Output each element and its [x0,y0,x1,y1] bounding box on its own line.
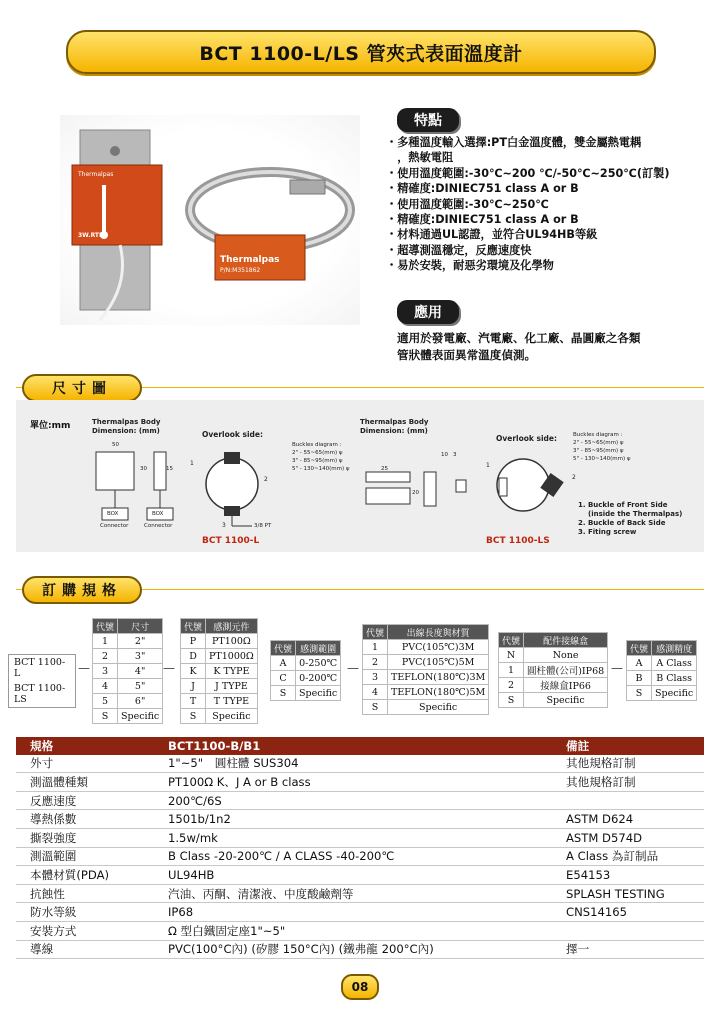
features-heading [397,108,459,132]
table-row [499,693,608,708]
option-code: 1 [363,640,388,655]
spec-label: 測溫體種類 [16,773,154,792]
option-code: 2 [93,649,118,664]
dim-30: 30 [140,466,147,472]
spec-value: PVC(100°C內) (矽膠 150°C內) (鐵弗龍 200°C內) [154,940,552,959]
spec-note: CNS14165 [552,903,704,922]
table-row [271,671,341,686]
dimensions-heading [22,374,142,402]
dim-overlook-right: Overlook side: [496,434,558,443]
table-row [93,679,163,694]
photo-label-brand: Thermalpas [220,255,280,265]
spec-value: B Class -20-200℃ / A CLASS -40-200℃ [154,847,552,866]
option-value: J TYPE [206,679,258,694]
spec-note: E54153 [552,866,704,885]
cable-grid [362,624,489,715]
dash-2: — [163,661,175,675]
dash-4: — [611,661,623,675]
buckles-right-1: Buckles diagram : [573,432,623,438]
table-row [181,664,258,679]
legend-3: 3. Fiting screw [578,528,637,536]
table-row [93,664,163,679]
option-value: Specific [296,686,341,701]
option-code: S [499,693,524,708]
buckles-left-2: 2" - 55~65(mm) ψ [292,450,343,456]
table-row [93,694,163,709]
applications-text [397,330,697,364]
option-value: PVC(105℃)5M [388,655,489,670]
spec-value: Ω 型白鐵固定座1"~5" [154,921,552,940]
column-header: 代號 [271,641,296,656]
page-number-label: 08 [351,980,369,994]
option-code: 4 [93,679,118,694]
option-value: B Class [652,671,697,686]
sensor-table [180,618,258,724]
callout-1-left: 1 [190,460,194,467]
option-code: S [271,686,296,701]
spec-note: 擇一 [552,940,704,959]
spec-note: 其他規格訂制 [552,755,704,773]
spec-row [16,884,704,903]
spec-value: 1.5w/mk [154,828,552,847]
spec-row [16,866,704,885]
dim-right-title-2: Dimension: (mm) [360,427,428,435]
box-label-1: BOX [107,511,119,517]
option-value: 3" [118,649,163,664]
dim-20: 20 [412,490,419,496]
option-value: 0-200℃ [296,671,341,686]
features-heading-label: 特點 [414,113,442,129]
table-header-row [627,641,697,656]
option-code: K [181,664,206,679]
ordering-heading-label: 訂購規格 [42,583,122,599]
page-title: BCT 1100-L/LS 管夾式表面溫度計 [199,42,523,65]
feature-item: ・精確度:DINIEC751 class A or B [386,213,579,227]
table-row [271,656,341,671]
photo-label-pn: P/N:M351862 [220,267,261,274]
spec-value: PT100Ω K、J A or B class [154,773,552,792]
dimension-drawing [16,400,704,552]
spec-value: 200℃/6S [154,791,552,810]
spec-row [16,755,704,773]
option-value: PVC(105℃)3M [388,640,489,655]
option-code: S [363,700,388,715]
model-option-1: BCT 1100-L [14,657,66,679]
dim-50: 50 [112,442,119,448]
dim-overlook-left: Overlook side: [202,430,264,439]
table-row [93,709,163,724]
spec-note: ASTM D624 [552,810,704,829]
column-header: 代號 [181,619,206,634]
model-box [8,654,76,708]
feature-item: ・超導測溫穩定，反應速度快 [386,243,532,257]
table-row [93,634,163,649]
table-header-row [499,633,608,648]
product-illustration [60,115,360,325]
option-value: K TYPE [206,664,258,679]
spec-note: A Class 為訂制品 [552,847,704,866]
option-value: Specific [388,700,489,715]
buckles-left-1: Buckles diagram : [292,442,342,448]
spec-row [16,921,704,940]
spec-label: 反應速度 [16,791,154,810]
option-value: None [524,648,608,663]
spec-label: 測溫範圍 [16,847,154,866]
option-value: 圓柱體(公司)IP68 [524,663,608,678]
option-value: 0-250℃ [296,656,341,671]
callout-2-left: 2 [264,476,268,483]
connector-label-1: Connector [100,523,129,529]
table-header-row [181,619,258,634]
table-row [499,663,608,678]
spec-header-row [16,737,704,755]
table-row [271,686,341,701]
box-table [498,632,608,708]
column-header: 代號 [499,633,524,648]
table-row [627,686,697,701]
table-row [363,640,489,655]
table-row [181,679,258,694]
applications-line-2: 管狀體表面異常溫度偵測。 [397,348,537,362]
option-value: A Class [652,656,697,671]
ordering-heading [22,576,142,604]
legend-1: 1. Buckle of Front Side [578,501,668,509]
spec-row [16,810,704,829]
range-grid [270,640,341,701]
dim-unit: 單位:mm [30,421,71,431]
dim-15: 15 [166,466,173,472]
spec-label: 防水等級 [16,903,154,922]
spec-value: IP68 [154,903,552,922]
dim-left-title-2: Dimension: (mm) [92,427,160,435]
column-header: 感測元件 [206,619,258,634]
column-header: 感測範圍 [296,641,341,656]
column-header: 代號 [627,641,652,656]
option-value: 6" [118,694,163,709]
table-row [181,649,258,664]
model-l-label: BCT 1100-L [202,536,260,546]
sensor-grid [180,618,258,724]
feature-item: ・使用溫度範圍:-30℃~250℃ [386,197,549,211]
product-photo [60,115,360,325]
accuracy-grid [626,640,697,701]
box-label-2: BOX [152,511,164,517]
option-code: 3 [363,670,388,685]
table-row [363,685,489,700]
dash-1: — [78,661,90,675]
option-code: S [627,686,652,701]
spec-note: SPLASH TESTING [552,884,704,903]
feature-item: ・使用溫度範圍:-30℃~200 ℃/-50℃~250℃(訂製) [386,166,670,180]
option-value: Specific [652,686,697,701]
column-header: 配件接線盒 [524,633,608,648]
legend-1b: (inside the Thermalpas) [588,510,683,518]
dim-25: 25 [381,466,388,472]
model-option-2: BCT 1100-LS [14,683,66,705]
legend-2: 2. Buckle of Back Side [578,519,666,527]
spec-row [16,847,704,866]
spec-table [16,737,704,959]
option-value: PT1000Ω [206,649,258,664]
feature-item: ，熱敏電阻 [386,151,454,165]
option-value: Specific [118,709,163,724]
table-row [181,694,258,709]
applications-heading [397,300,459,324]
buckles-left-3: 3" - 85~95(mm) ψ [292,458,343,464]
accuracy-table [626,640,697,701]
buckles-right-2: 2" - 55~65(mm) ψ [573,440,624,446]
option-code: D [181,649,206,664]
photo-label-rtd: 3W.RTD [78,232,105,239]
photo-label-top: Thermalpas [78,171,114,178]
option-value: 5" [118,679,163,694]
spec-label: 本體材質(PDA) [16,866,154,885]
feature-item: ・易於安裝，耐惡劣環境及化學物 [386,259,554,273]
table-row [181,634,258,649]
spec-label: 外寸 [16,755,154,773]
option-value: PT100Ω [206,634,258,649]
option-code: C [271,671,296,686]
table-header-row [271,641,341,656]
spec-column-header: BCT1100-B/B1 [154,737,552,755]
spec-value: 1"~5" 圓柱體 SUS304 [154,755,552,773]
option-value: TEFLON(180℃)3M [388,670,489,685]
buckles-right-3: 3" - 85~95(mm) ψ [573,448,624,454]
spec-note [552,791,704,810]
spec-note: 其他規格訂制 [552,773,704,792]
callout-3-left: 3 [222,522,226,529]
dim-left-title-1: Thermalpas Body [92,418,161,426]
buckles-left-4: 5" - 130~140(mm) ψ [292,466,350,472]
column-header: 代號 [93,619,118,634]
table-row [93,649,163,664]
spec-label: 抗蝕性 [16,884,154,903]
option-code: S [93,709,118,724]
spec-row [16,940,704,959]
dim-right-title-1: Thermalpas Body [360,418,429,426]
dash-3: — [347,661,359,675]
feature-item: ・多種溫度輸入選擇:PT白金溫度體，雙金屬熱電耦 [386,136,642,149]
pt-label: 3/8 PT [254,523,272,529]
spec-label: 安裝方式 [16,921,154,940]
option-value: 4" [118,664,163,679]
spec-label: 導熱係數 [16,810,154,829]
box-grid [498,632,608,708]
column-header: 感測精度 [652,641,697,656]
column-header: 代號 [363,625,388,640]
spec-value: 1501b/1n2 [154,810,552,829]
range-table [270,640,341,701]
spec-note: ASTM D574D [552,828,704,847]
option-code: J [181,679,206,694]
table-row [363,670,489,685]
callout-2-right: 2 [572,474,576,481]
spec-note [552,921,704,940]
spec-label: 導線 [16,940,154,959]
option-code: B [627,671,652,686]
model-ls-label: BCT 1100-LS [486,536,550,546]
callout-1-right: 1 [486,462,490,469]
table-row [363,700,489,715]
table-row [499,678,608,693]
applications-line-1: 適用於發電廠、汽電廠、化工廠、晶圓廠之各類 [397,331,641,345]
size-table [92,618,163,724]
spec-column-header: 規格 [16,737,154,755]
table-row [627,656,697,671]
page-number [341,974,379,1000]
dim-10: 10 [441,452,448,458]
option-code: N [499,648,524,663]
feature-item: ・材料通過UL認證，並符合UL94HB等級 [386,228,598,242]
spec-label: 撕裂強度 [16,828,154,847]
option-code: 1 [93,634,118,649]
option-code: 4 [363,685,388,700]
option-code: A [627,656,652,671]
table-row [181,709,258,724]
connector-label-2: Connector [144,523,173,529]
spec-value: UL94HB [154,866,552,885]
dimensions-heading-label: 尺寸圖 [52,381,112,397]
features-list [386,135,706,274]
option-code: 1 [499,663,524,678]
table-row [499,648,608,663]
option-code: S [181,709,206,724]
table-row [627,671,697,686]
table-header-row [93,619,163,634]
spec-column-header: 備註 [552,737,704,755]
buckles-right-4: 5" - 130~140(mm) ψ [573,456,631,462]
option-code: A [271,656,296,671]
spec-row [16,903,704,922]
size-grid [92,618,163,724]
option-code: 5 [93,694,118,709]
cable-table [362,624,489,715]
column-header: 尺寸 [118,619,163,634]
option-value: Specific [206,709,258,724]
title-banner [66,30,656,74]
spec-row [16,773,704,792]
spec-row [16,791,704,810]
option-value: Specific [524,693,608,708]
dim-3: 3 [453,452,457,458]
applications-heading-label: 應用 [414,305,442,321]
option-code: P [181,634,206,649]
feature-item: ・精確度:DINIEC751 class A or B [386,182,579,196]
spec-row [16,828,704,847]
option-value: T TYPE [206,694,258,709]
option-code: 3 [93,664,118,679]
column-header: 出線長度與材質 [388,625,489,640]
option-code: 2 [363,655,388,670]
option-code: 2 [499,678,524,693]
option-code: T [181,694,206,709]
table-header-row [363,625,489,640]
table-row [363,655,489,670]
option-value: 2" [118,634,163,649]
spec-value: 汽油、丙酮、清潔液、中度酸鹼劑等 [154,884,552,903]
option-value: 接線盒IP66 [524,678,608,693]
option-value: TEFLON(180℃)5M [388,685,489,700]
